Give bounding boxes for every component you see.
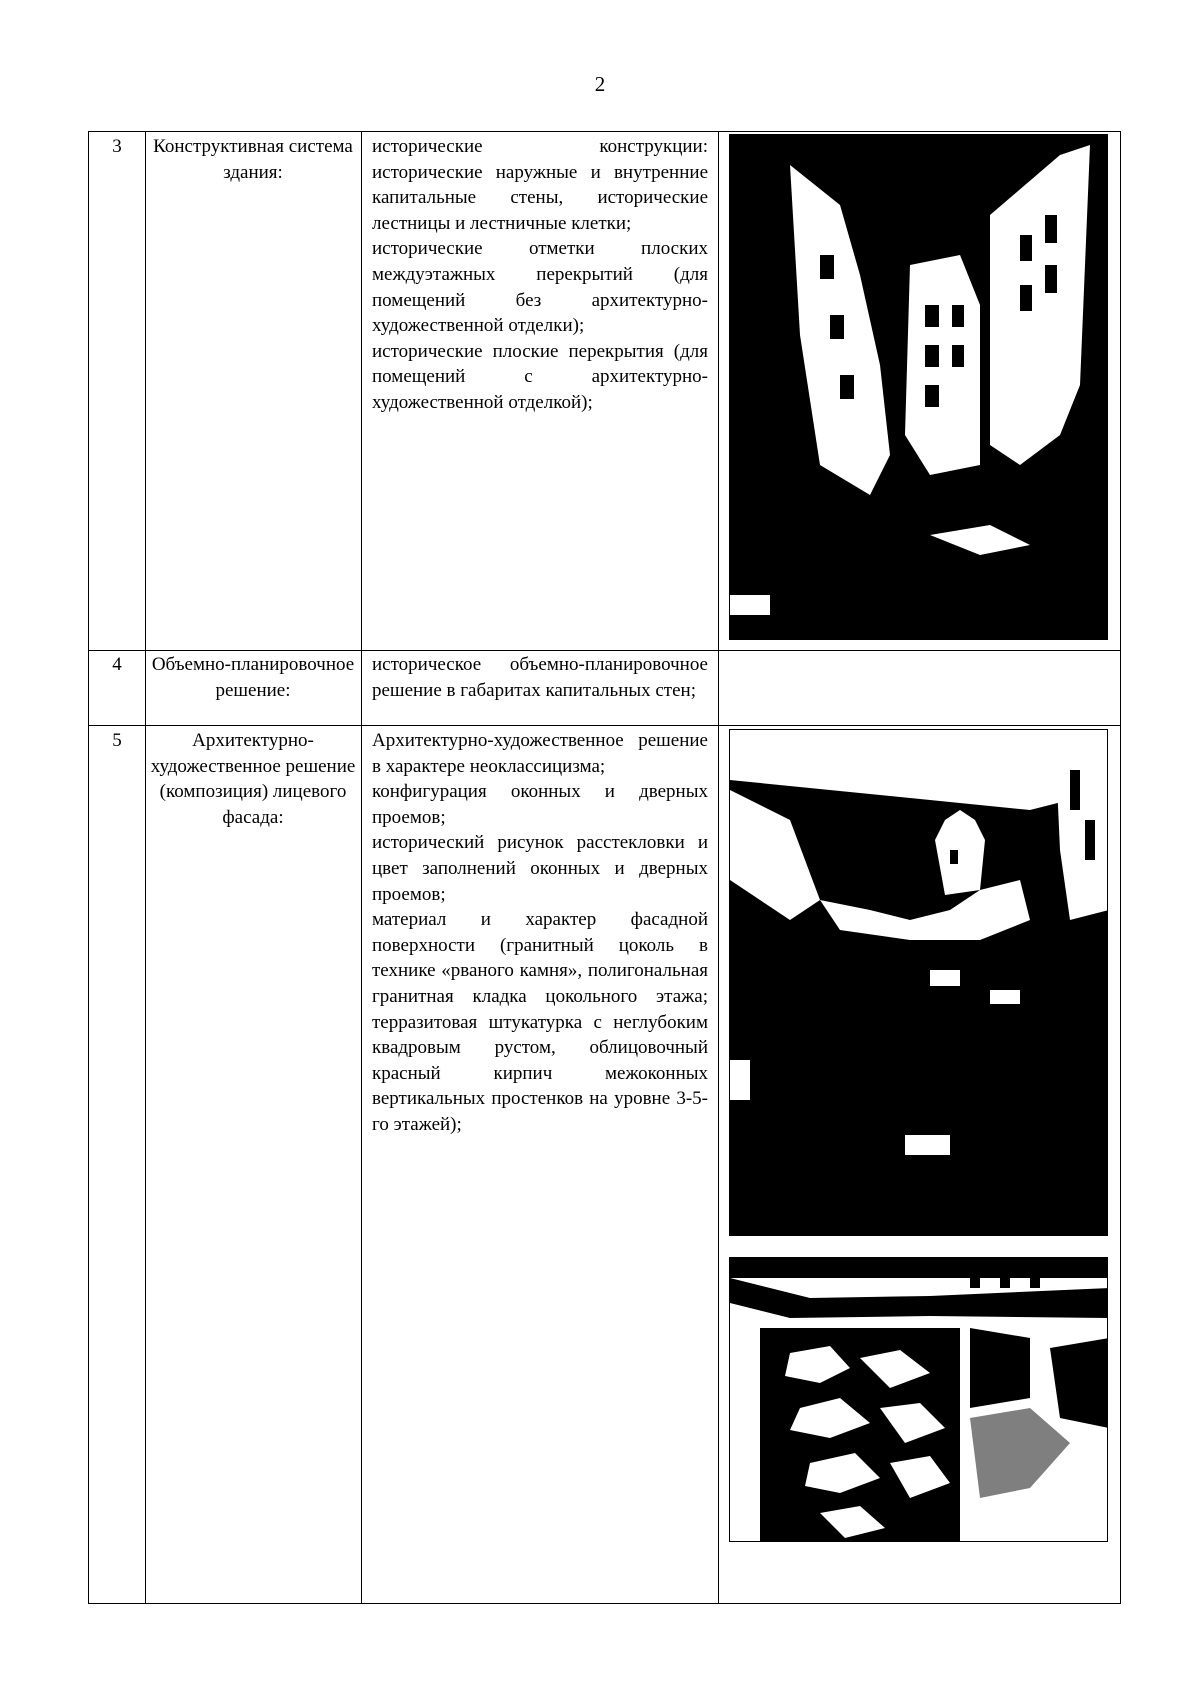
feature-description	[361, 134, 718, 416]
protected-features-table	[88, 131, 1121, 1604]
page-number: 2	[594, 72, 606, 96]
row-number: 4	[112, 654, 122, 675]
row-number: 5	[112, 730, 122, 751]
description-item: исторические плоские перекрытия (для помещений с архитектурно-художественной отделкой);	[372, 340, 708, 413]
feature-description	[361, 728, 718, 1138]
description-item: историческое объемно-планировочное решение в габаритах капитальных стен;	[372, 654, 708, 701]
facade-photo-image	[730, 730, 1108, 1236]
column-divider	[145, 132, 146, 1603]
feature-name: Объемно-планировочное решение:	[151, 654, 355, 701]
description-item: исторические отметки плоских междуэтажных перекрытий (для помещений без архитектурно-художественной отделки);	[372, 238, 708, 337]
description-item: Архитектурно-художественное решение в характере неоклассицизма;	[372, 730, 708, 777]
feature-name: Конструктивная система здания:	[153, 136, 353, 183]
row-number: 3	[112, 136, 122, 157]
description-item: исторические конструкции: исторические наружные и внутренние капитальные стены, исторические лестницы и лестничные клетки;	[372, 136, 708, 234]
facade-photo	[729, 729, 1108, 1236]
description-item: конфигурация оконных и дверных проемов;	[372, 781, 708, 828]
row-divider	[89, 650, 1120, 651]
granite-plinth-photo-image	[730, 1258, 1108, 1542]
description-item: исторический рисунок расстекловки и цвет заполнений оконных и дверных проемов;	[372, 832, 708, 905]
feature-description	[361, 652, 718, 703]
courtyard-photo	[729, 134, 1108, 640]
feature-name: Архитектурно-художественное решение (композиция) лицевого фасада:	[150, 730, 356, 828]
description-item: материал и характер фасадной поверхности (гранитный цоколь в технике «рваного камня», полигональная гранитная кладка цокольного этажа; терразитовая штукатурка с неглубоким квадровым рустом, облицовочный красный кирпич межоконных вертикальных простенков на уровне 3-5-го этажей);	[372, 909, 708, 1135]
row-divider	[89, 725, 1120, 726]
column-divider	[718, 132, 719, 1603]
granite-plinth-photo	[729, 1257, 1108, 1542]
courtyard-photo-image	[730, 135, 1108, 640]
